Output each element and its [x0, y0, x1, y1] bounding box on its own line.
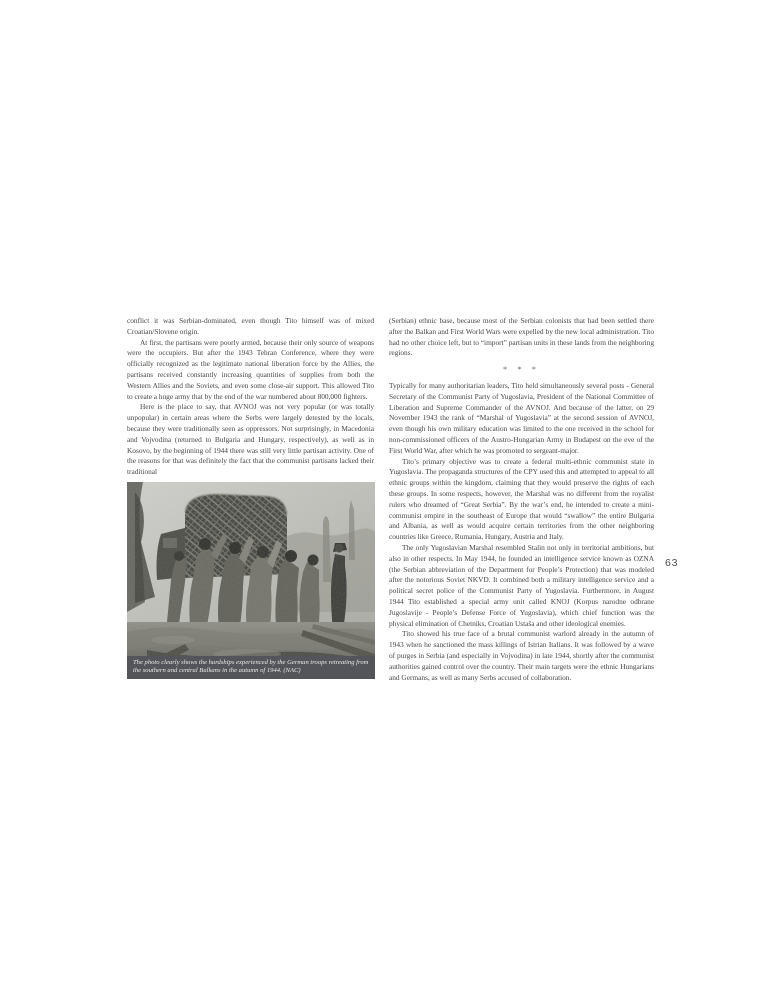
photo-caption-strip [127, 656, 375, 679]
photo-german-troops-pushing-truck [127, 482, 375, 679]
paragraph: The only Yugoslavian Marshal resembled Stalin not only in territorial ambitions, but also in other respects. In May 1944, he founded an intelligence service known as OZNA (the Serbian abbreviation of the Department for People’s Protection) that was modeled after the notorious Soviet NKVD. It combined both a military intelligence service and a political secret police of the Communist Party of Yugoslavia. Furthermore, in August 1944 Tito established a special army unit called KNOJ (Korpus narodne odbrane Jugoslavije - People’s Defense Force of Yugoslavia), which chief function was the physical elimination of Chetniks, Croatian Ustaša and other ideological enemies. [389, 542, 654, 628]
photo-illustration [127, 482, 375, 679]
photo-grain-overlay [127, 482, 375, 679]
paragraph: Typically for many authoritarian leaders, Tito held simultaneously several posts - General Secretary of the Communist Party of Yugoslavia, President of the National Committee of Liberation and Supreme Commander of the AVNOJ. And because of the latter, on 29 November 1943 the rank of “Marshal of Yugoslavia” at the second session of AVNOJ, even though his own military education was limited to the one received in the school for non-commissioned officers of the Austro-Hungarian Army in Budapest on the eve of the First World War, after which he was promoted to sergeant-major. [389, 380, 654, 455]
paragraph: At first, the partisans were poorly armed, because their only source of weapons were the occupiers. But after the 1943 Tehran Conference, where they were officially recognized as the legitimate national liberation force by the Allies, the partisans received constantly increasing quantities of supplies from both the Western Allies and the Soviets, and even some close-air support. This allowed Tito to create a huge army that by the end of the war numbered about 800,000 fighters. [127, 337, 374, 401]
right-text-column [389, 316, 654, 683]
page-number: 63 [665, 557, 679, 569]
photo-caption: The photo clearly shows the hardships experienced by the German troops retreating from the southern and central Balkans in the autumn of 1944. (NAC) [133, 659, 369, 675]
paragraph: conflict it was Serbian-dominated, even though Tito himself was of mixed Croatian/Slovene origin. [127, 316, 374, 336]
paragraph: Here is the place to say, that AVNOJ was not very popular (or was totally unpopular) in certain areas where the Serbs were largely detested by the locals, because they were traditionally seen as oppressors. Not surprisingly, in Macedonia and Vojvodina (returned to Bulgaria and Hungary, respectively), as well as in Kosovo, by the beginning of 1944 there was still very little partisan activity. One of the reasons for that was definitely the fact that the communist partisans lacked their traditional [127, 402, 374, 477]
paragraph: Tito showed his true face of a brutal communist warlord already in the autumn of 1943 when he sanctioned the mass killings of Istrian Italians. It was followed by a wave of purges in Serbia (and especially in Vojvodina) in late 1944, shortly after the communist authorities gained control over the country. Their main targets were the ethnic Hungarians and Germans, as well as many Serbs accused of collaboration. [389, 629, 654, 682]
paragraph: (Serbian) ethnic base, because most of the Serbian colonists that had been settled there after the Balkan and First World Wars were expelled by the new local administration. Tito had no other choice left, but to “import” partisan units in these lands from the neighboring regions. [389, 316, 654, 358]
section-separator: * * * [503, 364, 540, 375]
paragraph: Tito’s primary objective was to create a federal multi-ethnic communist state in Yugoslavia. The propaganda structures of the CPY used this and attempted to appeal to all ethnic groups within the kingdom, claiming that they would preserve the rights of each these groups. In some respects, however, the Marshal was no different from the royalist rulers who dreamed of “Great Serbia”. By the war’s end, he intended to create a mini-communist empire in the southeast of Europe that would “swallow” the entire Bulgaria and Albania, as well as would acquire certain territories from the other neighboring countries like Greece, Rumania, Hungary, Austria and Italy. [389, 456, 654, 542]
left-text-column [127, 316, 374, 480]
